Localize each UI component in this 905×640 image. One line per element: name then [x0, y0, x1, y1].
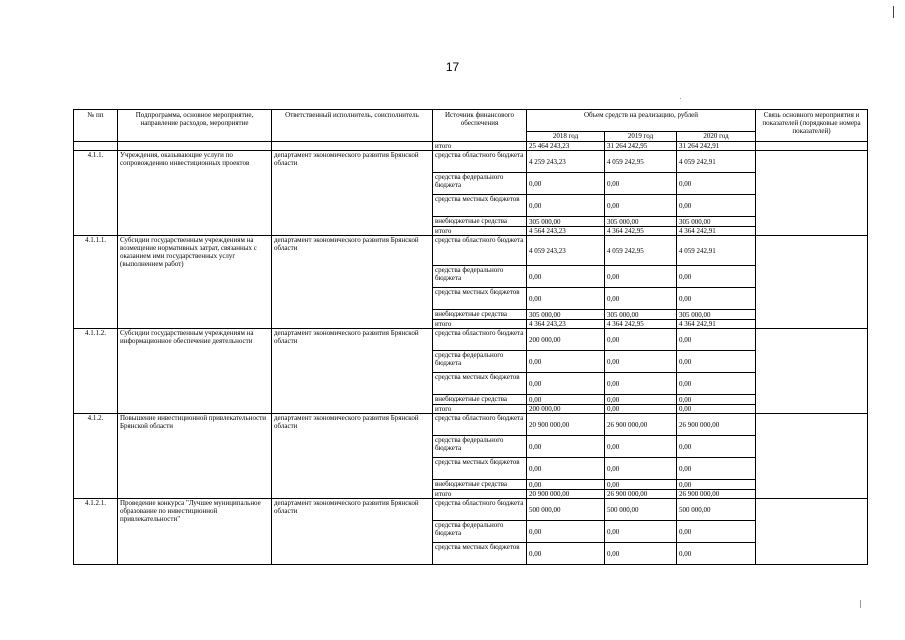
- executor: департамент экономического развития Брянской области: [272, 236, 433, 329]
- header-volume: Объем средств на реализацию, рублей: [527, 110, 756, 132]
- amount-2018: 305 000,00: [527, 217, 605, 227]
- amount-2020: 0,00: [677, 521, 756, 543]
- amount-2019: 4 059 242,95: [605, 236, 677, 266]
- amount-2019: 0,00: [605, 543, 677, 565]
- budget-table: [73, 109, 868, 565]
- header-source: Источник финансового обеспечения: [433, 110, 527, 142]
- header-link: Связь основного мероприятия и показателей (порядковые номера показателей): [756, 110, 868, 142]
- amount-2020: 500 000,00: [677, 499, 756, 521]
- amount-2018: 0,00: [527, 173, 605, 195]
- funding-source: средства местных бюджетов: [433, 458, 527, 480]
- amount-2019: 305 000,00: [605, 310, 677, 320]
- amount-2018: 305 000,00: [527, 310, 605, 320]
- indicator-link: [756, 414, 868, 499]
- top-total-2020: 31 264 242,91: [677, 142, 756, 151]
- amount-2020: 0,00: [677, 395, 756, 405]
- page-number: 17: [445, 60, 460, 74]
- page-edge-mark: [893, 6, 894, 18]
- table-body: [74, 142, 868, 565]
- row-number: 4.1.1.2.: [74, 329, 118, 414]
- amount-2020: 305 000,00: [677, 310, 756, 320]
- amount-2019: 4 059 242,95: [605, 151, 677, 173]
- amount-2020: 0,00: [677, 266, 756, 288]
- amount-2019: 0,00: [605, 351, 677, 373]
- total-2020: 0,00: [677, 405, 756, 414]
- amount-2019: 0,00: [605, 195, 677, 217]
- amount-2020: 0,00: [677, 458, 756, 480]
- amount-2020: 0,00: [677, 173, 756, 195]
- amount-2020: 4 059 242,91: [677, 151, 756, 173]
- amount-2020: 0,00: [677, 436, 756, 458]
- header-num: № пп: [74, 110, 118, 142]
- row-number: 4.1.2.: [74, 414, 118, 499]
- activity-name: Повышение инвестиционной привлекательности Брянской области: [118, 414, 272, 499]
- table-row-top-total: [74, 142, 868, 151]
- funding-source: средства областного бюджета: [433, 414, 527, 436]
- table-row: [74, 414, 868, 436]
- amount-2019: 500 000,00: [605, 499, 677, 521]
- funding-source: средства федерального бюджета: [433, 521, 527, 543]
- amount-2019: 0,00: [605, 480, 677, 490]
- table-row: [74, 499, 868, 521]
- amount-2018: 200 000,00: [527, 329, 605, 351]
- total-label: итого: [433, 405, 527, 414]
- amount-2018: 500 000,00: [527, 499, 605, 521]
- table-row: [74, 151, 868, 173]
- header-year-3: 2020 год: [677, 132, 756, 142]
- funding-source: средства федерального бюджета: [433, 173, 527, 195]
- activity-name: Учреждения, оказывающие услуги по сопровождению инвестиционных проектов: [118, 151, 272, 236]
- funding-source: средства областного бюджета: [433, 151, 527, 173]
- funding-source: средства федерального бюджета: [433, 266, 527, 288]
- funding-source: внебюджетные средства: [433, 480, 527, 490]
- amount-2019: 0,00: [605, 173, 677, 195]
- total-label: итого: [433, 320, 527, 329]
- activity-name: Проведение конкурса "Лучшее муниципальное образование по инвестиционной привлекательности": [118, 499, 272, 565]
- total-2018: 4 364 243,23: [527, 320, 605, 329]
- top-total-2018: 25 464 243,23: [527, 142, 605, 151]
- amount-2020: 0,00: [677, 543, 756, 565]
- scan-speck: [860, 600, 861, 608]
- funding-source: средства областного бюджета: [433, 329, 527, 351]
- header-name: Подпрограмма, основное мероприятие, направление расходов, мероприятие: [118, 110, 272, 142]
- executor: департамент экономического развития Брянской области: [272, 499, 433, 565]
- amount-2019: 0,00: [605, 521, 677, 543]
- amount-2019: 0,00: [605, 288, 677, 310]
- total-2020: 4 364 242,91: [677, 227, 756, 236]
- funding-source: средства местных бюджетов: [433, 373, 527, 395]
- amount-2020: 0,00: [677, 373, 756, 395]
- executor: департамент экономического развития Брянской области: [272, 329, 433, 414]
- funding-source: средства федерального бюджета: [433, 351, 527, 373]
- top-total-2019: 31 264 242,95: [605, 142, 677, 151]
- amount-2018: 0,00: [527, 195, 605, 217]
- total-label: итого: [433, 227, 527, 236]
- header-executor: Ответственный исполнитель, соисполнитель: [272, 110, 433, 142]
- amount-2019: 0,00: [605, 266, 677, 288]
- amount-2018: 4 059 243,23: [527, 236, 605, 266]
- total-2019: 26 900 000,00: [605, 490, 677, 499]
- header-year-2: 2019 год: [605, 132, 677, 142]
- total-2019: 0,00: [605, 405, 677, 414]
- amount-2018: 0,00: [527, 288, 605, 310]
- table-row: [74, 329, 868, 351]
- total-2019: 4 364 242,95: [605, 227, 677, 236]
- total-2018: 4 564 243,23: [527, 227, 605, 236]
- amount-2018: 0,00: [527, 480, 605, 490]
- funding-source: внебюджетные средства: [433, 395, 527, 405]
- funding-source: внебюджетные средства: [433, 217, 527, 227]
- total-2020: 26 900 000,00: [677, 490, 756, 499]
- amount-2020: 0,00: [677, 329, 756, 351]
- amount-2020: 305 000,00: [677, 217, 756, 227]
- amount-2019: 0,00: [605, 373, 677, 395]
- funding-source: средства местных бюджетов: [433, 195, 527, 217]
- row-number: 4.1.1.: [74, 151, 118, 236]
- amount-2018: 0,00: [527, 373, 605, 395]
- amount-2018: 0,00: [527, 436, 605, 458]
- row-number: 4.1.1.1.: [74, 236, 118, 329]
- amount-2020: 0,00: [677, 351, 756, 373]
- amount-2019: 0,00: [605, 395, 677, 405]
- total-label: итого: [433, 490, 527, 499]
- table-row: [74, 236, 868, 266]
- funding-source: средства федерального бюджета: [433, 436, 527, 458]
- top-total-label: итого: [433, 142, 527, 151]
- row-number: 4.1.2.1.: [74, 499, 118, 565]
- executor: департамент экономического развития Брянской области: [272, 151, 433, 236]
- amount-2018: 0,00: [527, 266, 605, 288]
- amount-2018: 0,00: [527, 458, 605, 480]
- funding-source: средства местных бюджетов: [433, 288, 527, 310]
- total-2018: 200 000,00: [527, 405, 605, 414]
- funding-source: средства областного бюджета: [433, 499, 527, 521]
- amount-2020: 0,00: [677, 195, 756, 217]
- total-2018: 20 900 000,00: [527, 490, 605, 499]
- amount-2018: 0,00: [527, 351, 605, 373]
- scan-speck: [680, 98, 681, 99]
- funding-source: средства областного бюджета: [433, 236, 527, 266]
- funding-source: внебюджетные средства: [433, 310, 527, 320]
- amount-2019: 26 900 000,00: [605, 414, 677, 436]
- header-year-1: 2018 год: [527, 132, 605, 142]
- amount-2019: 0,00: [605, 329, 677, 351]
- amount-2020: 0,00: [677, 480, 756, 490]
- indicator-link: [756, 329, 868, 414]
- amount-2018: 4 259 243,23: [527, 151, 605, 173]
- amount-2020: 26 900 000,00: [677, 414, 756, 436]
- amount-2019: 0,00: [605, 458, 677, 480]
- indicator-link: [756, 236, 868, 329]
- amount-2018: 0,00: [527, 543, 605, 565]
- total-2019: 4 364 242,95: [605, 320, 677, 329]
- amount-2018: 20 900 000,00: [527, 414, 605, 436]
- executor: департамент экономического развития Брянской области: [272, 414, 433, 499]
- amount-2019: 305 000,00: [605, 217, 677, 227]
- activity-name: Субсидии государственным учреждениям на возмещение нормативных затрат, связанных с оказанием ими государственных услуг (выполнением работ): [118, 236, 272, 329]
- activity-name: Субсидии государственным учреждениям на информационное обеспечение деятельности: [118, 329, 272, 414]
- amount-2018: 0,00: [527, 521, 605, 543]
- total-2020: 4 364 242,91: [677, 320, 756, 329]
- indicator-link: [756, 151, 868, 236]
- amount-2020: 0,00: [677, 288, 756, 310]
- funding-source: средства местных бюджетов: [433, 543, 527, 565]
- amount-2019: 0,00: [605, 436, 677, 458]
- indicator-link: [756, 499, 868, 565]
- amount-2018: 0,00: [527, 395, 605, 405]
- amount-2020: 4 059 242,91: [677, 236, 756, 266]
